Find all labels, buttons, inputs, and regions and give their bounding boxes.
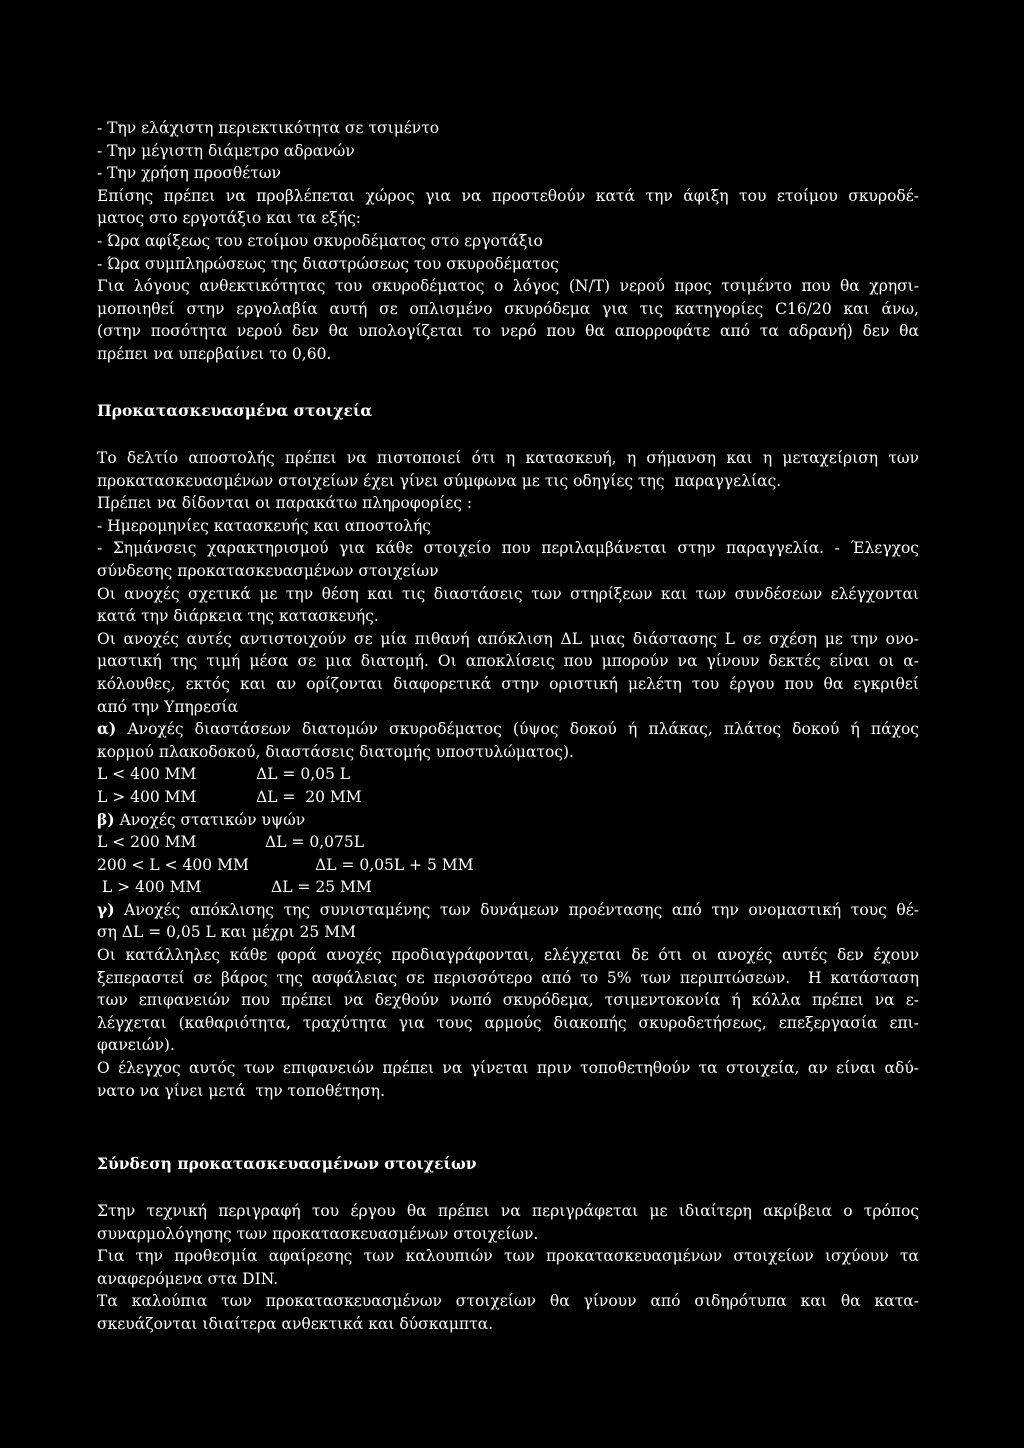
condition-text: L > 400 ΜΜ <box>97 787 197 806</box>
text-line: συναρμολόγησης των προκατασκευασμένων στοιχείων. <box>97 1224 539 1243</box>
text-line: Πρέπει να δίδονται οι παρακάτω πληροφορίες : <box>97 494 473 513</box>
text-line: Για λόγους ανθεκτικότητας του σκυροδέματος ο λόγος (N/T) νερού προς τσιμέντο που θα χρησι- <box>97 277 919 296</box>
text-line: Στην τεχνική περιγραφή του έργου θα πρέπει να περιγράφεται με ιδιαίτερη ακρίβεια ο τρόπος <box>97 1202 919 1220</box>
text-line: - Την χρήση προσθέτων <box>97 164 281 183</box>
tolerance-c-line <box>97 899 919 922</box>
text-line: σκευάζονται ιδιαίτερα ανθεκτικά και δύσκαμπτα. <box>97 1314 494 1333</box>
tolerance-b-line <box>97 809 919 832</box>
text-line: Οι ανοχές αυτές αντιστοιχούν σε μία πιθανή απόκλιση ΔL μιας διάστασης L σε σχέση με την ονο- <box>97 629 919 648</box>
tolerance-a-line <box>97 718 919 741</box>
connection-section <box>97 1200 919 1336</box>
text-line: σύνδεσης προκατασκευασμένων στοιχείων <box>97 561 439 580</box>
tolerance-text: ΔL = 20 ΜΜ <box>256 787 362 806</box>
heading-text: Σύνδεση προκατασκευασμένων στοιχείων <box>97 1154 477 1173</box>
tolerance-text: ΔL = 25 ΜΜ <box>271 878 372 897</box>
tolerance-row <box>97 831 919 854</box>
text-line: πρέπει να υπερβαίνει το 0,60. <box>97 344 332 363</box>
text-line: - Ώρα αφίξεως του ετοίμου σκυροδέματος στο εργοτάξιο <box>97 231 543 250</box>
text-line: Ο έλεγχος αυτός των επιφανειών πρέπει να γίνεται πριν τοποθετηθούν τα στοιχεία, αν είναι αδύ- <box>97 1059 919 1078</box>
text-line: κορμού πλακοδοκού, διαστάσεις διατομής υποστυλώματος). <box>97 742 574 761</box>
tolerance-text: ΔL = 0,05L + 5 ΜΜ <box>315 855 474 874</box>
text-line: ση ΔL = 0,05 L και μέχρι 25 ΜΜ <box>97 923 356 942</box>
text-line: νατο να γίνει μετά την τοποθέτηση. <box>97 1081 385 1100</box>
text-line: αναφερόμενα στα DIN. <box>97 1269 279 1288</box>
text-line: μαστική της τιμή μέσα σε μια διατομή. Οι αποκλίσεις που μπορούν να γίνουν δεκτές είναι οι α- <box>97 652 919 671</box>
item-label: γ) <box>97 899 115 919</box>
tolerance-row <box>97 763 919 786</box>
tolerance-row <box>97 876 919 899</box>
condition-text: L < 400 ΜΜ <box>97 765 197 784</box>
text-line: από την Υπηρεσία <box>97 697 239 716</box>
text-line: - Την μέγιστη διάμετρο αδρανών <box>97 141 355 160</box>
text-line: - Ώρα συμπληρώσεως της διαστρώσεως του σκυροδέματος <box>97 254 559 273</box>
text-line: (στην ποσότητα νερού δεν θα υπολογίζεται το νερό που θα απορροφάτε από τα αδρανή) δεν θα <box>97 322 919 341</box>
text-line: - Ημερομηνίες κατασκευής και αποστολής <box>97 516 431 535</box>
text-line: ματος στο εργοτάξιο και τα εξής: <box>97 209 362 228</box>
text-line: φανειών). <box>97 1036 175 1055</box>
tolerance-row <box>97 854 919 877</box>
intro-section <box>97 117 919 366</box>
condition-text: L > 400 ΜΜ <box>97 878 202 897</box>
text-line: Οι κατάλληλες κάθε φορά ανοχές προδιαγράφονται, ελέγχεται δε ότι οι ανοχές αυτές δεν έχουν <box>97 946 919 965</box>
text-line: Το δελτίο αποστολής πρέπει να πιστοποιεί ότι η κατασκευή, η σήμανση και η μεταχείριση των <box>97 449 919 467</box>
item-text: Ανοχές στατικών υψών <box>114 810 306 829</box>
text-line: - Την ελάχιστη περιεκτικότητα σε τσιμέντο <box>97 119 440 137</box>
tolerance-text: ΔL = 0,05 L <box>256 765 351 784</box>
item-text: Ανοχές διαστάσεων διατομών σκυροδέματος (ύψος δοκού ή πλάκας, πλάτος δοκού ή πάχος <box>116 720 919 739</box>
tolerance-text: ΔL = 0,075L <box>265 833 364 852</box>
text-line: των επιφανειών που πρέπει να δεχθούν νωπό σκυρόδεμα, τσιμεντοκονία ή κόλλα πρέπει να ε- <box>97 991 919 1010</box>
text-line: Για την προθεσμία αφαίρεσης των καλουπιών των προκατασκευασμένων στοιχείων ισχύουν τα <box>97 1247 919 1266</box>
text-line: - Σημάνσεις χαρακτηρισμού για κάθε στοιχείο που περιλαμβάνεται στην παραγγελία. - Έλεγχος <box>97 539 919 558</box>
section-heading-precast <box>97 400 919 423</box>
tolerance-row <box>97 786 919 809</box>
item-label: α) <box>97 719 117 739</box>
text-line: μοποιηθεί στην εργολαβία αυτή σε οπλισμένο σκυρόδεμα για τις κατηγορίες C16/20 και άνω, <box>97 299 919 318</box>
text-line: προκατασκευασμένων στοιχείων έχει γίνει σύμφωνα με τις οδηγίες της παραγγελίας. <box>97 471 782 490</box>
precast-section <box>97 447 919 1102</box>
text-line: Οι ανοχές σχετικά με την θέση και τις διαστάσεις των στηρίξεων και των συνδέσεων ελέγχονται <box>97 584 919 603</box>
section-heading-connection <box>97 1153 919 1176</box>
text-line: ξεπεραστεί σε βάρος της ασφάλειας σε περισσότερο από το 5% των περιπτώσεων. Η κατάσταση <box>97 968 919 987</box>
condition-text: L < 200 ΜΜ <box>97 833 197 852</box>
heading-text: Προκατασκευασμένα στοιχεία <box>97 401 373 420</box>
text-line: Τα καλούπια των προκατασκευασμένων στοιχείων θα γίνουν από σιδηρότυπα και θα κατα- <box>97 1292 919 1311</box>
item-label: β) <box>97 809 115 829</box>
text-line: Επίσης πρέπει να προβλέπεται χώρος για να προστεθούν κατά την άφιξη του ετοίμου σκυροδέ- <box>97 186 919 205</box>
text-line: κατά την διάρκεια της κατασκευής. <box>97 607 379 626</box>
item-text: Ανοχές απόκλισης της συνισταμένης των δυνάμεων προέντασης από την ονομαστική τους θέ- <box>114 900 919 919</box>
text-line: λέγχεται (καθαριότητα, τραχύτητα για τους αρμούς διακοπής σκυροδετήσεως, επεξεργασία επι- <box>97 1013 919 1032</box>
text-line: κόλουθες, εκτός και αν ορίζονται διαφορετικά στην οριστική μελέτη του έργου που θα εγκριθεί <box>97 674 919 693</box>
condition-text: 200 < L < 400 ΜΜ <box>97 855 249 874</box>
